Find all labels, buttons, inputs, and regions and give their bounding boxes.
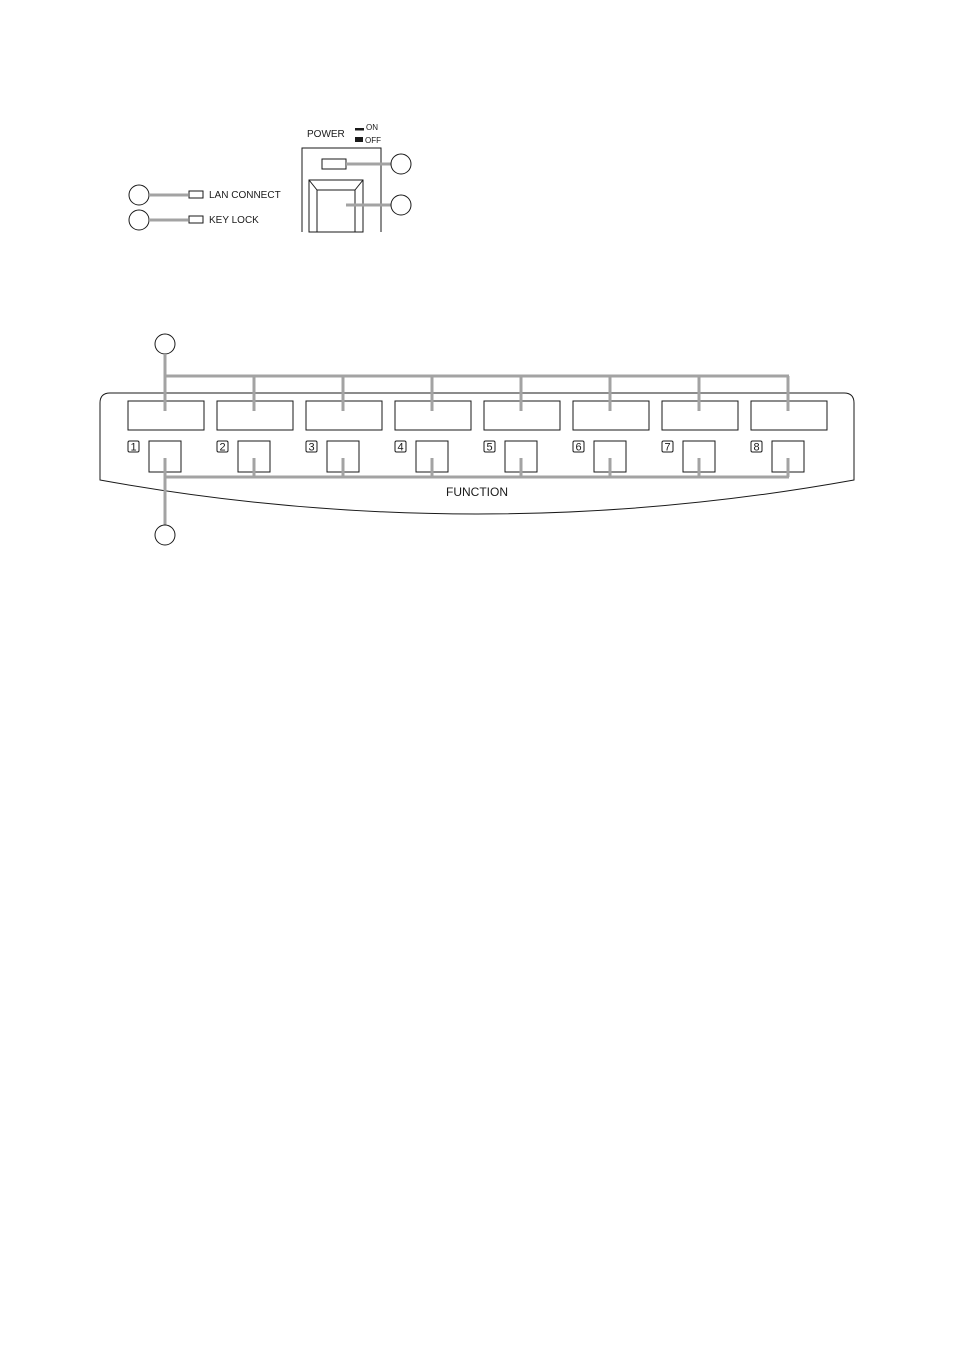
callout-circle-power-led bbox=[391, 154, 411, 174]
key-lock-label: KEY LOCK bbox=[209, 215, 259, 226]
function-label: FUNCTION bbox=[446, 485, 508, 499]
callout-circle-power-switch bbox=[391, 195, 411, 215]
key-number-6: 6 bbox=[575, 441, 582, 454]
indicator-group bbox=[129, 185, 281, 230]
key-number-8: 8 bbox=[753, 441, 760, 454]
power-led bbox=[322, 159, 346, 169]
key-number-3: 3 bbox=[308, 441, 315, 454]
power-label: POWER bbox=[307, 129, 345, 140]
lan-connect-label: LAN CONNECT bbox=[209, 190, 281, 201]
callout-circle-display bbox=[155, 334, 175, 354]
lan-connect-led bbox=[189, 191, 203, 198]
function-panel bbox=[100, 334, 854, 545]
off-symbol bbox=[355, 137, 363, 142]
key-lock-led bbox=[189, 216, 203, 223]
key-number-1: 1 bbox=[130, 441, 137, 454]
key-number-4: 4 bbox=[397, 441, 404, 454]
on-label: ON bbox=[366, 123, 378, 132]
off-label: OFF bbox=[365, 136, 381, 145]
callout-circle-keys bbox=[155, 525, 175, 545]
power-group bbox=[302, 123, 411, 232]
key-number-2: 2 bbox=[219, 441, 226, 454]
callout-circle-key-lock bbox=[129, 210, 149, 230]
key-number-7: 7 bbox=[664, 441, 671, 454]
callout-circle-lan-connect bbox=[129, 185, 149, 205]
key-number-5: 5 bbox=[486, 441, 493, 454]
